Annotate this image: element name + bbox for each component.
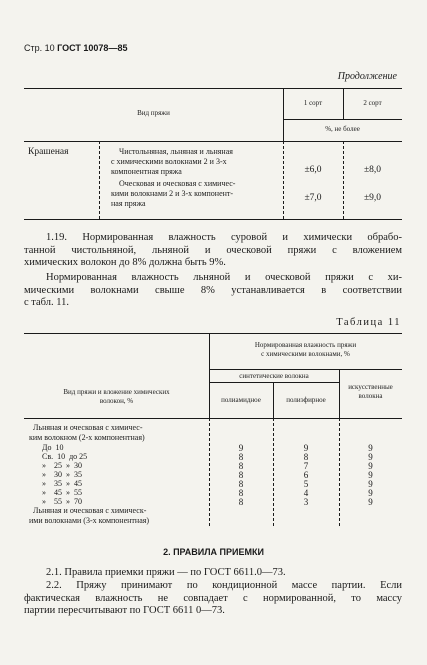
row2-description: Оческовая и оческовая с химичес- кими волокнами 2 и 3-х компонент- ная пряжа (111, 179, 236, 208)
t11-row-label: До 10 (42, 443, 64, 452)
t11-row-label: » 45 » 55 (42, 488, 82, 497)
t11-col-header-artificial: искусственные волокна (348, 383, 393, 400)
t11-row-polyamide: 8 (238, 497, 244, 507)
t11-col-header-type: Вид пряжи и вложение химических волокон, % (63, 388, 170, 405)
t11-row-artificial: 9 (368, 497, 373, 507)
t11-row-polyester: 5 (303, 479, 309, 489)
t11-row-polyamide: 8 (238, 488, 244, 498)
t11-col-header-norm: Нормированная влажность пряжи с химическими волокнами, % (254, 341, 357, 358)
t11-group2-label: Льняная и оческовая с химическ- ими волокнами (3-х компонентная) (29, 506, 150, 525)
t11-col-header-polyamide: полиамидное (221, 396, 261, 404)
col-header-grade2: 2 сорт (363, 99, 382, 107)
t11-row-artificial: 9 (368, 452, 373, 462)
t11-row-polyamide: 8 (238, 479, 244, 489)
t11-row-polyester: 8 (303, 452, 309, 462)
t11-row-label: » 25 » 30 (42, 461, 82, 470)
t11-row-label: » 55 » 70 (42, 497, 82, 506)
row1-description: Чистольняная, льняная и льняная с химическими волокнами 2 и 3-х компонентная пряжа (111, 147, 233, 176)
t11-row-artificial: 9 (368, 479, 373, 489)
col-header-unit: %, не более (325, 125, 360, 133)
page-number: Стр. 10 (24, 43, 55, 53)
t11-row-artificial: 9 (368, 488, 373, 498)
page-header (24, 43, 127, 53)
t11-row-polyamide: 9 (238, 443, 244, 453)
row1-grade1: ±6,0 (304, 165, 322, 175)
paragraph-1-19: 1.19. Нормированная влажность суровой и химически обрабо- танной чистольняной, льняной и оческовой пряжи с вложением химических волокон до 8% должна быть 9%. (24, 232, 402, 269)
t11-row-polyester: 3 (303, 497, 309, 507)
t11-row-artificial: 9 (368, 443, 373, 453)
t11-row-artificial: 9 (368, 461, 373, 471)
t11-row-polyester: 4 (303, 488, 309, 498)
t11-col-header-synthetic: синтетические волокна (239, 372, 309, 380)
t11-row-polyamide: 8 (238, 470, 244, 480)
continuation-label: Продолжение (337, 71, 397, 82)
gost-number: ГОСТ 10078—85 (57, 43, 128, 53)
row2-grade1: ±7,0 (304, 193, 322, 203)
t11-row-polyester: 7 (303, 461, 309, 471)
paragraph-2-2: 2.2. Пряжу принимают по кондиционной массе партии. Если фактическая влажность не совпадает с нормированной, то массу партии пересчитывают по ГОСТ 6611 0—73. (24, 580, 402, 617)
paragraph-normalized-moisture: Нормированная влажность льняной и оческовой пряжи с хи- мическими волокнами свыше 8% устанавливается в соответствии с табл. 11. (24, 272, 402, 309)
t11-row-label: » 30 » 35 (42, 470, 82, 479)
col-header-grade1: 1 сорт (303, 99, 323, 107)
t11-row-polyester: 6 (303, 470, 309, 480)
t11-row-artificial: 9 (368, 470, 373, 480)
section-2-title: 2. ПРАВИЛА ПРИЕМКИ (163, 547, 264, 557)
t11-row-label: Св. 10 до 25 (42, 452, 88, 461)
t11-row-label: » 35 » 45 (42, 479, 82, 488)
col-header-type: Вид пряжи (137, 109, 170, 117)
row-label-dyed: Крашеная (28, 147, 69, 157)
row2-grade2: ±9,0 (363, 193, 382, 203)
row1-grade2: ±8,0 (363, 165, 382, 175)
t11-row-polyamide: 8 (238, 461, 244, 471)
table-11-caption: Таблица 11 (336, 317, 401, 328)
t11-row-polyamide: 8 (238, 452, 244, 462)
t11-group1-label: Льняная и оческовая с химичес- ким волокном (2-х компонентная) (29, 423, 145, 442)
t11-row-polyester: 9 (303, 443, 309, 453)
t11-col-header-polyester: полиэфирное (286, 396, 326, 404)
paragraph-2-1: 2.1. Правила приемки пряжи — по ГОСТ 6611.0—73. (46, 567, 286, 578)
